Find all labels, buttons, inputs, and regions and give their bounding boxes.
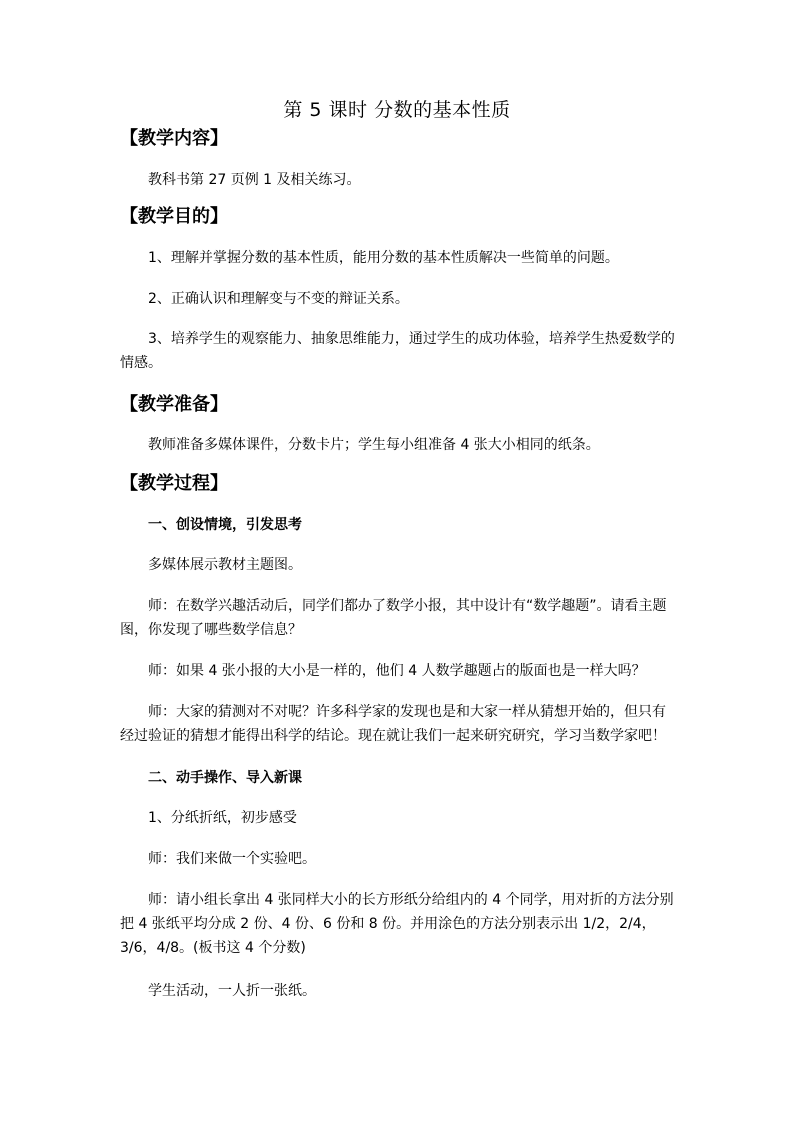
step1-paragraph-2: 师：在数学兴趣活动后，同学们都办了数学小报，其中设计有“数学趣题”。请看主题图，你发现了哪些数学信息？ — [120, 598, 667, 638]
step2-paragraph-4: 学生活动，一人折一张纸。 — [148, 983, 316, 999]
step-heading-1: 一、创设情境，引发思考 — [148, 517, 302, 533]
page-title: 第 5 课时 分数的基本性质 — [283, 99, 511, 121]
step1-paragraph-4: 师：大家的猜测对不对呢？许多科学家的发现也是和大家一样从猜想开始的，但只有经过验证的猜想才能得出科学的结论。现在就让我们一起来研究研究，学习当数学家吧！ — [120, 704, 666, 744]
section-heading-objectives: 【教学目的】 — [120, 206, 228, 227]
step2-paragraph-3: 师：请小组长拿出 4 张同样大小的长方形纸分给组内的 4 个同学，用对折的方法分别把 4 张纸平均分成 2 份、4 份、6 份和 8 份。并用涂色的方法分别表示出 1/2，2/4，3/6，4/8。(板书这 4 个分数) — [120, 892, 674, 956]
step1-paragraph-3: 师：如果 4 张小报的大小是一样的，他们 4 人数学趣题占的版面也是一样大吗？ — [148, 663, 646, 679]
step2-paragraph-2: 师：我们来做一个实验吧。 — [148, 851, 316, 867]
objective-2: 2、正确认识和理解变与不变的辩证关系。 — [148, 291, 409, 307]
section-heading-preparation: 【教学准备】 — [120, 394, 228, 415]
paragraph-content: 教科书第 27 页例 1 及相关练习。 — [148, 172, 361, 188]
paragraph-preparation: 教师准备多媒体课件，分数卡片；学生每小组准备 4 张大小相同的纸条。 — [148, 437, 600, 453]
step1-paragraph-1: 多媒体展示教材主题图。 — [148, 557, 302, 573]
section-heading-process: 【教学过程】 — [120, 473, 228, 494]
step-heading-2: 二、动手操作、导入新课 — [148, 770, 302, 786]
objective-3: 3、培养学生的观察能力、抽象思维能力，通过学生的成功体验，培养学生热爱数学的情感。 — [120, 331, 675, 371]
section-heading-content: 【教学内容】 — [120, 128, 228, 149]
objective-1: 1、理解并掌握分数的基本性质，能用分数的基本性质解决一些简单的问题。 — [148, 250, 619, 266]
step2-paragraph-1: 1、分纸折纸，初步感受 — [148, 810, 297, 826]
